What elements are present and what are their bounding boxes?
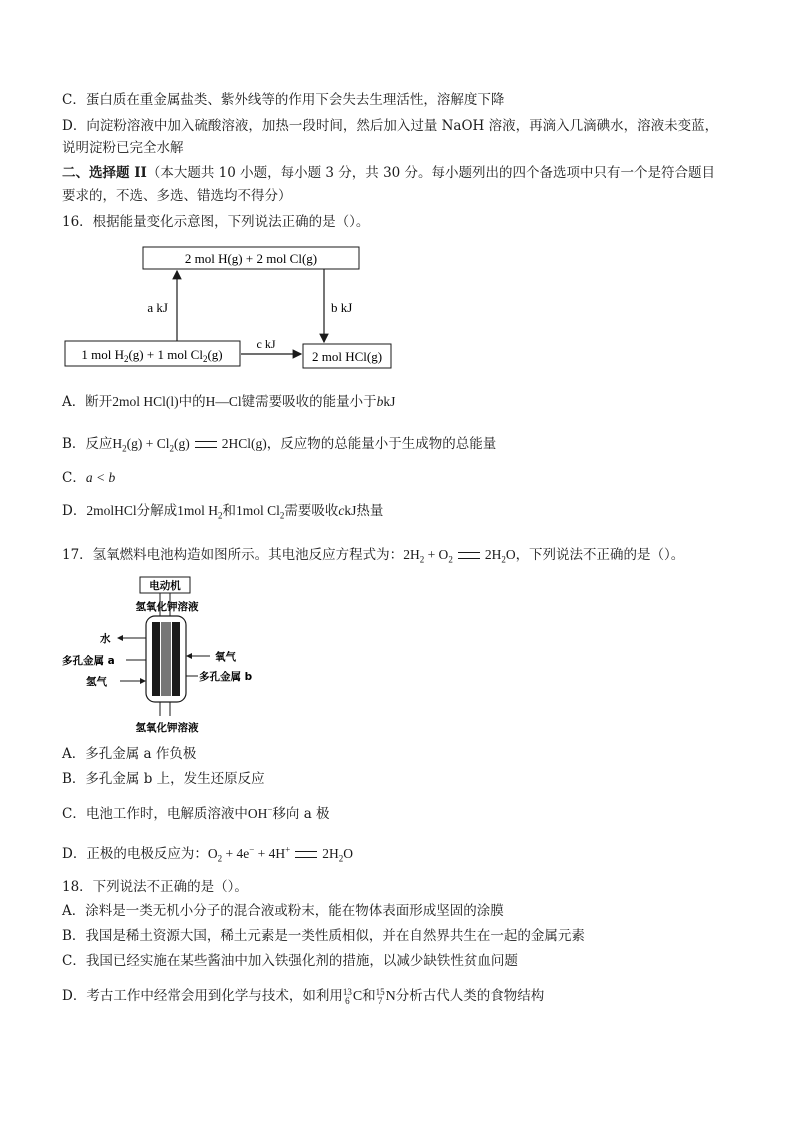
q16-stem: 16．根据能量变化示意图，下列说法正确的是（）。 xyxy=(62,214,370,230)
section-header-line1 xyxy=(62,164,715,182)
q18-option-d: D．考古工作中经常会用到化学与技术，如利用 13 6 C和 15 7 N分析古代人类的食物结构 xyxy=(62,987,545,1006)
equals-sign xyxy=(295,851,317,858)
q18-option-c: C．我国已经实施在某些酱油中加入铁强化剂的措施，以减少缺铁性贫血问题 xyxy=(62,953,518,969)
electrode-a xyxy=(152,622,160,696)
electrode-b xyxy=(172,622,180,696)
q17-fuel-cell-diagram xyxy=(60,574,270,739)
equals-sign xyxy=(195,441,217,448)
q17-option-d: D．正极的电极反应为：$O_2 + 4e^- + 4H^+$ $2H_2O$ xyxy=(62,844,353,864)
water-label: 水 xyxy=(100,633,111,645)
q16-option-c: C．a < b xyxy=(62,470,116,486)
section-desc: （本大题共 10 小题，每小题 3 分，共 30 分。每小题列出的四个备选项中只有一个是符合题目 xyxy=(146,165,716,181)
top-box-text: 2 mol H(g) + 2 mol Cl(g) xyxy=(184,251,318,266)
q17-option-c: C．电池工作时，电解质溶液中OH−移向 a 极 xyxy=(62,804,330,822)
q16-option-a: A．断开2mol HCl(l)中的H—Cl键需要吸收的能量小于bkJ xyxy=(62,394,396,410)
carbon-isotope-numbers: 13 6 xyxy=(342,987,352,1006)
metal-b-label: 多孔金属 b xyxy=(199,671,253,683)
label-c: c kJ xyxy=(256,337,276,351)
nitrogen-isotope-numbers: 15 7 xyxy=(375,987,385,1006)
q17-option-a: A．多孔金属 a 作负极 xyxy=(62,746,197,762)
q17-option-b: B．多孔金属 b 上，发生还原反应 xyxy=(62,771,265,787)
q18-option-a: A．涂料是一类无机小分子的混合液或粉末，能在物体表面形成坚固的涂膜 xyxy=(62,903,504,919)
q18-stem: 18．下列说法不正确的是（）。 xyxy=(62,879,248,895)
option-d-starch-line2: 说明淀粉已完全水解 xyxy=(62,140,184,156)
q16-option-b: B．反应$H_2(g) + Cl_2(g)$ 2HCl(g)，反应物的总能量小于生成物的总能量 xyxy=(62,436,497,454)
section-header-line2: 要求的，不选、多选、错选均不得分） xyxy=(62,188,292,204)
koh-bottom-label: 氢氧化钾溶液 xyxy=(135,722,199,734)
metal-a-label: 多孔金属 a xyxy=(62,655,115,667)
motor-label: 电动机 xyxy=(149,580,181,592)
label-b: b kJ xyxy=(331,300,353,315)
equals-sign xyxy=(458,552,480,559)
section-title: 二、选择题 II xyxy=(62,165,147,181)
q16-energy-diagram xyxy=(60,240,400,375)
q18-option-b: B．我国是稀土资源大国，稀土元素是一类性质相似，并在自然界共生在一起的金属元素 xyxy=(62,928,585,944)
q16-option-d: D．2molHCl分解成1mol $H_2$和1mol $Cl_2$需要吸收ckJ热量 xyxy=(62,503,384,521)
hydrogen-label: 氢气 xyxy=(86,676,107,688)
label-a: a kJ xyxy=(147,300,168,315)
koh-top-label: 氢氧化钾溶液 xyxy=(135,601,199,613)
right-box-text: 2 mol HCl(g) xyxy=(311,349,383,364)
option-d-starch-line1: D．向淀粉溶液中加入硫酸溶液，加热一段时间，然后加入过量 NaOH 溶液，再滴入几滴碘水，溶液未变蓝， xyxy=(62,118,719,134)
option-c-protein: C．蛋白质在重金属盐类、紫外线等的作用下会失去生理活性，溶解度下降 xyxy=(62,92,505,108)
left-box-text: 1 mol $H_2(g) + 1$ mol $Cl_2(g)$ xyxy=(81,347,223,364)
q17-stem: 17．氢氧燃料电池构造如图所示。其电池反应方程式为：$2H_2 + O_2$ $2H_2O$，下列说法不正确的是（）。 xyxy=(62,547,685,565)
oxygen-label: 氧气 xyxy=(215,651,236,663)
